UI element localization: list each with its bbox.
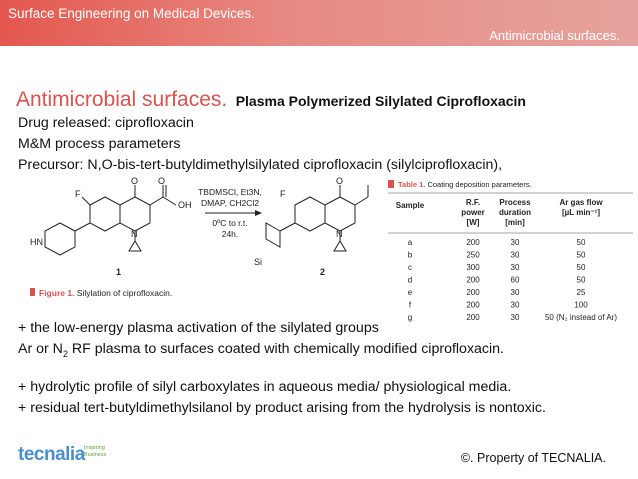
activation-line: + the low-energy plasma activation of the silylated groups [18, 320, 379, 336]
atom-oh: OH [178, 200, 192, 210]
table-cell: 250 [466, 250, 480, 260]
table-cell: 50 [576, 263, 586, 272]
coating-table-svg [388, 178, 633, 330]
header-rf-2: power [461, 208, 485, 217]
header-rf-1: R.F. [465, 198, 481, 207]
figure-caption-marker [30, 288, 35, 296]
rf-plasma-prefix: Ar or N [18, 341, 63, 357]
table-cell: g [407, 313, 413, 322]
atom-n-2: N [336, 229, 343, 239]
table-caption-marker [388, 180, 394, 188]
slide-title-main: Antimicrobial surfaces. [16, 88, 228, 111]
figure-caption-label: Figure 1. [39, 288, 75, 298]
reagent-line-2: DMAP, CH2Cl2 [201, 198, 259, 208]
table-cell: 30 [510, 300, 520, 310]
header-course-title: Surface Engineering on Medical Devices. [8, 6, 255, 21]
figure-caption-text: Silylation of ciprofloxacin. [74, 288, 173, 298]
drug-released-line: Drug released: ciprofloxacin [18, 115, 194, 131]
header-bar [0, 0, 638, 46]
mm-parameters-line: M&M process parameters [18, 136, 181, 152]
logo-wordmark: tecnalia [18, 444, 85, 465]
table-cell: 50 [576, 250, 586, 260]
atom-o-1: O [131, 176, 139, 186]
silylation-scheme [30, 175, 380, 300]
table-cell: 50 [576, 275, 586, 285]
table-cell: 30 [510, 250, 520, 260]
table-cell: 200 [466, 288, 480, 297]
header-duration-2: duration [499, 208, 531, 217]
reaction-arrowhead [255, 210, 262, 216]
header-sample: Sample [395, 201, 425, 210]
table-caption-text: Coating deposition parameters. [425, 180, 532, 189]
header-section-title: Antimicrobial surfaces. [489, 28, 620, 43]
table-cell: 200 [466, 300, 480, 310]
reagent-line-3: 0ºC to r.t. [212, 218, 248, 228]
atom-f-2: F [280, 189, 286, 199]
rf-plasma-suffix: RF plasma to surfaces coated with chemically modified ciprofloxacin. [67, 341, 505, 357]
reagent-line-1: TBDMSCl, Et3N, [198, 187, 262, 197]
table-cell: d [407, 275, 413, 285]
header-duration-3: [min] [505, 218, 525, 227]
header-gas-flow-1: Ar gas flow [559, 198, 603, 207]
header-gas-flow-2: [µL min⁻¹] [561, 208, 601, 217]
table-header [396, 198, 604, 227]
figure-caption [39, 288, 172, 298]
table-cell: f [408, 300, 412, 310]
rf-plasma-subscript: 2 [62, 348, 68, 359]
copyright-notice: ©. Property of TECNALIA. [460, 451, 606, 465]
reagent-line-4: 24h. [221, 229, 239, 239]
precursor-line: Precursor: N,O-bis-tert-butyldimethylsilylated ciprofloxacin (silylciprofloxacin), [18, 157, 503, 173]
logo-tagline [84, 445, 124, 459]
header-duration-1: Process [499, 198, 531, 207]
hydrolytic-line: + hydrolytic profile of silyl carboxylates in aqueous media/ physiological media. [18, 379, 512, 395]
table-cell: 200 [466, 275, 480, 285]
table-cell: 30 [510, 238, 520, 247]
table-cell: 30 [510, 288, 520, 297]
table-cell: 30 [510, 263, 520, 272]
atom-si-1: Si [254, 257, 263, 267]
table-cell: 100 [574, 300, 588, 310]
ciprofloxacin-structure [45, 185, 176, 255]
silylation-figure [30, 175, 380, 300]
table-cell: 50 (N₂ instead of Ar) [544, 313, 618, 322]
slide-title [16, 88, 526, 112]
table-body [408, 238, 618, 322]
compound-2-label: 2 [320, 267, 326, 277]
logo-tagline-1: Inspiring [84, 445, 105, 451]
table-caption-label: Table 1. [398, 180, 426, 189]
table-caption [398, 180, 532, 189]
table-cell: 300 [466, 263, 480, 272]
atom-o-2: O [158, 176, 166, 186]
table-cell: a [407, 238, 413, 247]
table-cell: 25 [576, 288, 586, 297]
coating-parameters-table [388, 178, 633, 330]
residual-line: + residual tert-butyldimethylsilanol by product arising from the hydrolysis is nontoxic. [18, 400, 546, 416]
compound-1-label: 1 [116, 267, 122, 277]
rf-plasma-line [18, 341, 504, 359]
atom-o-3: O [336, 176, 344, 186]
table-cell: 200 [466, 313, 480, 322]
table-cell: c [408, 263, 412, 272]
table-cell: 60 [510, 275, 520, 285]
slide-title-sub: Plasma Polymerized Silylated Ciprofloxacin [235, 93, 526, 109]
table-cell: 200 [466, 238, 480, 247]
table-cell: 30 [510, 313, 520, 322]
atom-hn: HN [30, 237, 43, 247]
atom-n-1: N [131, 229, 138, 239]
header-rf-3: [W] [466, 218, 480, 227]
table-cell: 50 [576, 238, 586, 247]
atom-f-1: F [75, 189, 81, 199]
logo-tagline-2: Business [84, 452, 107, 458]
tecnalia-logo [18, 444, 128, 468]
table-cell: b [407, 250, 413, 260]
table-cell: e [407, 288, 413, 297]
